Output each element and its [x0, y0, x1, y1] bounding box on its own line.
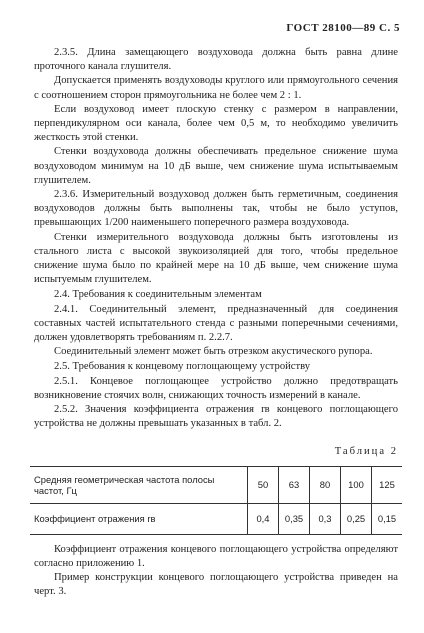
- table-cell: 80: [310, 466, 341, 503]
- table-cell: 0,15: [372, 503, 403, 534]
- table-row: [30, 503, 402, 534]
- table-cell: 63: [279, 466, 310, 503]
- frequency-label: Средняя геометрическая частота полосы частот, Гц: [30, 466, 248, 503]
- paragraph: 2.5.1. Концевое поглощающее устройство должно предотвращать возникновение стоячих волн, снижающих точность измерений в канале.: [34, 375, 398, 401]
- table-cell: 125: [372, 466, 403, 503]
- section-heading: 2.4. Требования к соединительным элементам: [54, 289, 262, 301]
- paragraph: Коэффициент отражения концевого поглощающего устройства определяют согласно приложению 1.: [34, 543, 398, 569]
- paragraph: Стенки воздуховода должны обеспечивать предельное снижение шума воздуховодом минимум на 10 дБ выше, чем снижение шума испытываемым глушителем.: [34, 146, 398, 186]
- paragraph: Пример конструкции концевого поглощающего устройства приведен на черт. 3.: [34, 572, 398, 598]
- table-caption: Таблица 2: [334, 446, 398, 458]
- table-row: [30, 466, 402, 503]
- table-cell: 0,3: [310, 503, 341, 534]
- reflection-table: [30, 466, 402, 535]
- paragraph: 2.5.2. Значения коэффициента отражения rв концевого поглощающего устройства не должны превышать указанных в табл. 2.: [34, 404, 398, 430]
- coefficient-label: Коэффициент отражения rв: [30, 503, 248, 534]
- table-cell: 50: [248, 466, 279, 503]
- page-header: ГОСТ 28100—89 С. 5: [286, 22, 400, 34]
- paragraph: Если воздуховод имеет плоскую стенку с размером в направлении, перпендикулярном оси канала, более чем 0,5 м, то необходимо увеличить жесткость этой стенки.: [34, 103, 398, 144]
- paragraph: Стенки измерительного воздуховода должны быть изготовлены из стального листа с высокой звукоизоляцией для того, чтобы предельное снижение шума было по крайней мере на 10 дБ выше, чем снижение шума испытуемым глушителем.: [34, 231, 398, 286]
- section-heading: 2.5. Требования к концевому поглощающему устройству: [54, 361, 311, 373]
- document-body: [34, 46, 398, 600]
- paragraph: 2.4.1. Соединительный элемент, предназначенный для соединения составных частей испытательного стенда с разными поперечными сечениями, должен удовлетворять требованиям п. 2.2.7.: [34, 303, 398, 344]
- paragraph: Соединительный элемент может быть отрезком акустического рупора.: [54, 346, 373, 358]
- table-cell: 0,4: [248, 503, 279, 534]
- paragraph: 2.3.5. Длина замещающего воздуховода должна быть равна длине проточного канала глушителя.: [34, 47, 398, 73]
- table-cell: 100: [341, 466, 372, 503]
- closing-block: [34, 543, 398, 600]
- table-cell: 0,25: [341, 503, 372, 534]
- table-cell: 0,35: [279, 503, 310, 534]
- paragraph: 2.3.6. Измерительный воздуховод должен быть герметичным, соединения воздуховодов должны быть выполнены так, чтобы не было уступов, превышающих 1/200 наименьшего поперечного размера воздуховода.: [34, 189, 398, 229]
- paragraph: Допускается применять воздуховоды круглого или прямоугольного сечения с соотношением сторон прямоугольника не более чем 2 : 1.: [34, 75, 398, 101]
